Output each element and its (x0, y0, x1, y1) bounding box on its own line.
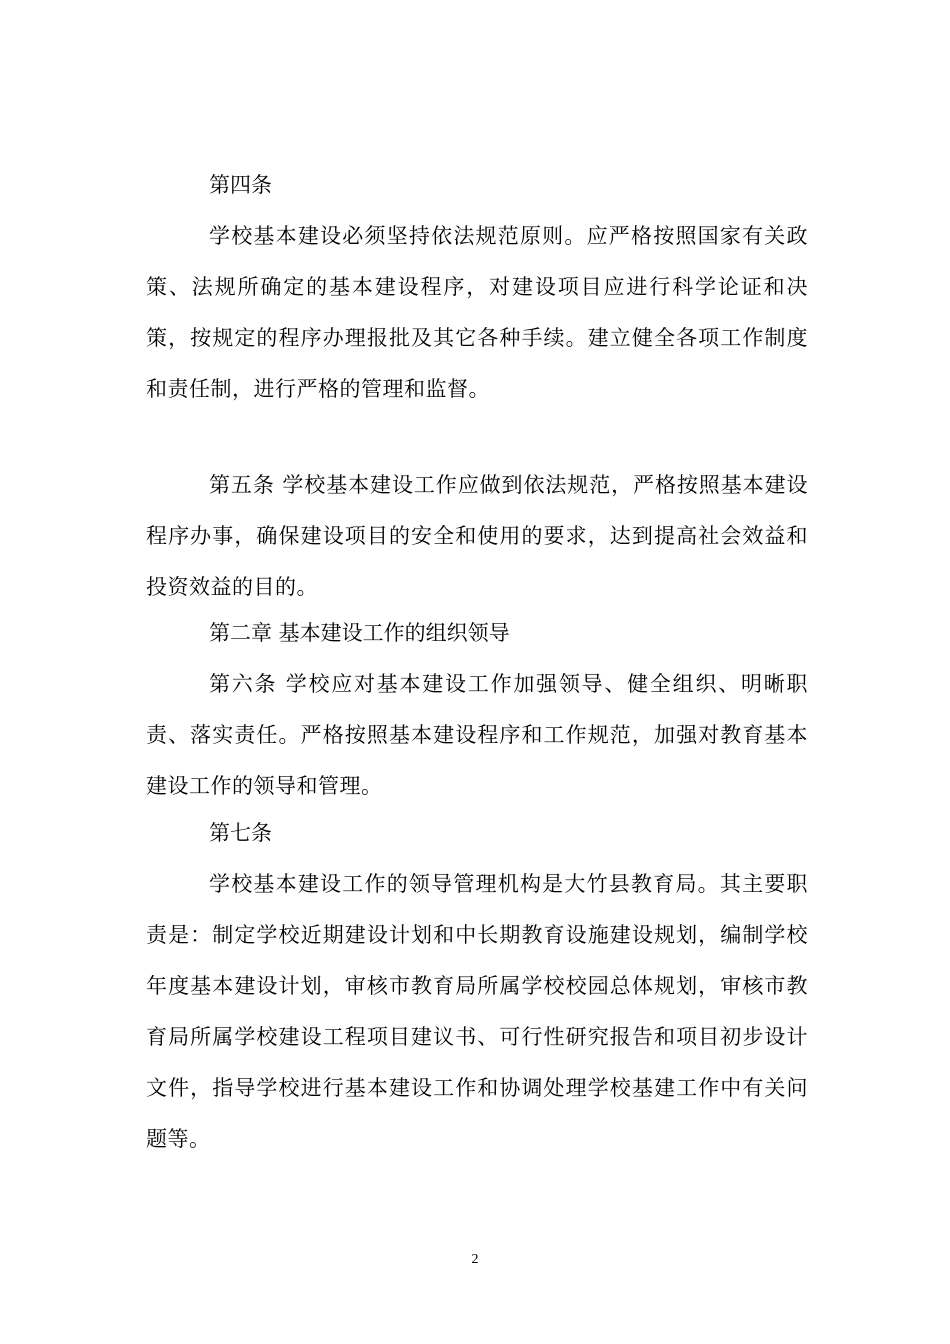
article-6: 第六条 学校应对基本建设工作加强领导、健全组织、明晰职责、落实责任。严格按照基本建设程序和工作规范，加强对教育基本建设工作的领导和管理。 (146, 672, 808, 798)
article-7-title: 第七条 (209, 821, 272, 845)
article-5: 第五条 学校基本建设工作应做到依法规范，严格按照基本建设程序办事，确保建设项目的安全和使用的要求，达到提高社会效益和投资效益的目的。 (146, 473, 808, 599)
article-4-title: 第四条 (209, 173, 272, 197)
article-4-body: 学校基本建设必须坚持依法规范原则。应严格按照国家有关政策、法规所确定的基本建设程序，对建设项目应进行科学论证和决策，按规定的程序办理报批及其它各种手续。建立健全各项工作制度和责任制，进行严格的管理和监督。 (146, 224, 808, 401)
chapter-2-heading: 第二章 基本建设工作的组织领导 (209, 621, 510, 645)
page-number: 2 (471, 1252, 479, 1267)
article-7-body: 学校基本建设工作的领导管理机构是大竹县教育局。其主要职责是：制定学校近期建设计划和中长期教育设施建设规划，编制学校年度基本建设计划，审核市教育局所属学校校园总体规划，审核市教育局所属学校建设工程项目建议书、可行性研究报告和项目初步设计文件，指导学校进行基本建设工作和协调处理学校基建工作中有关问题等。 (146, 872, 808, 1151)
